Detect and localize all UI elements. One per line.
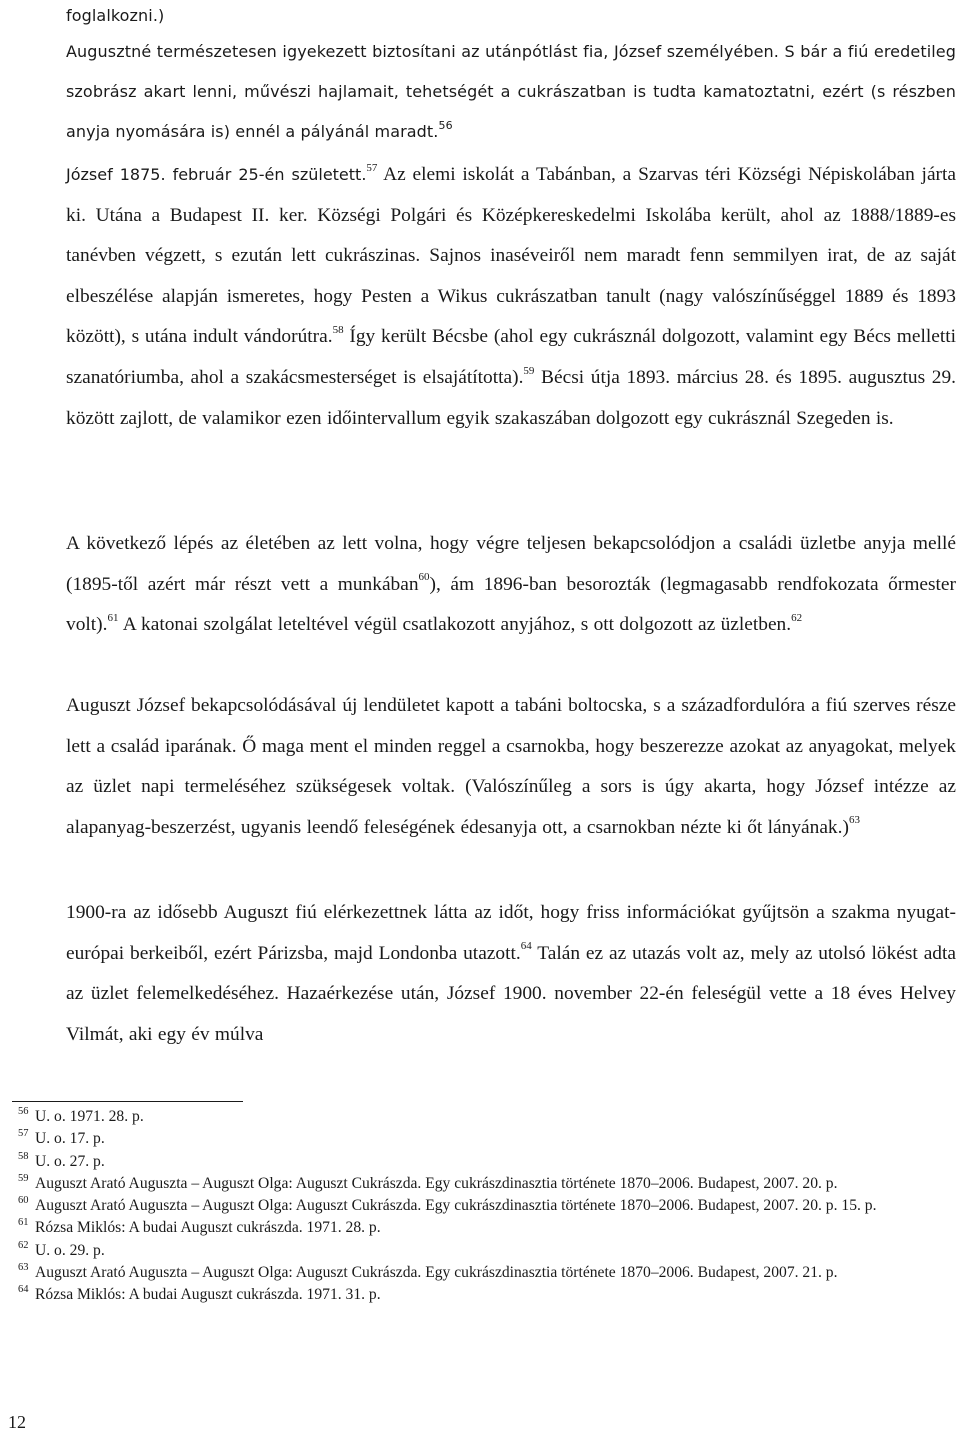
footnote-item — [12, 1151, 958, 1173]
footnote-text: U. o. 29. p. — [35, 1241, 105, 1259]
paragraph-continuation — [66, 0, 956, 36]
paragraph-text: Sajnos inaséveiről nem maradt fenn semmilyen irat, de az saját elbeszélése alapján ismeretes, hogy Pesten a Wikus cukrászatban tanult (nagy valószínűséggel 1889 és 1893 között), s utána indult vándorútra. — [66, 245, 956, 348]
footnote-ref[interactable]: 62 — [791, 611, 803, 624]
footnote-text: Auguszt Arató Auguszta – Auguszt Olga: Auguszt Cukrászda. Egy cukrászdinasztia története 1870–2006. Budapest, 2007. 20. p. — [35, 1174, 838, 1192]
paragraph-1 — [66, 32, 956, 152]
footnote-number: 61 — [18, 1217, 29, 1229]
footnote-item — [12, 1284, 958, 1306]
footnote-number: 62 — [18, 1239, 29, 1251]
footnote-item — [12, 1217, 958, 1239]
paragraph-text: Bécsi útja 1893. március 28. és 1895. augusztus 29. között zajlott, de valamikor ezen időintervallum egyik szakaszában dolgozott egy cukrásznál Szegeden is. — [66, 366, 956, 429]
paragraph-text: Auguszt József bekapcsolódásával új lendületet kapott a tabáni boltocska, s a századfordulóra a fiú szerves része lett a család iparának. Ő maga ment el minden reggel a csarnokba, hogy beszerezze azokat az anyagokat, melyek az üzlet napi termeléséhez szükségesek voltak. (Valószínűleg a sors is úgy akarta, hogy József intézze az alapanyag-beszerzést, ugyanis leendő feleségének édesanyja ott, a csarnokban nézte ki őt lányának.) — [66, 695, 956, 838]
footnote-text: Auguszt Arató Auguszta – Auguszt Olga: Auguszt Cukrászda. Egy cukrászdinasztia története 1870–2006. Budapest, 2007. 21. p. — [35, 1264, 838, 1282]
footnote-text: U. o. 1971. 28. p. — [35, 1108, 144, 1125]
footnote-number: 59 — [18, 1172, 29, 1184]
footnote-number: 56 — [18, 1106, 29, 1117]
paragraph-text: Augusztné természetesen igyekezett biztosítani az utánpótlást fia, József személyében. S bár a fiú eredetileg szobrász akart lenni, művészi hajlamait, tehetségét a cukrászatban is tudta kamatoztatni, ezért (s részben anyja nyomására is) ennél a pályánál maradt. — [66, 42, 956, 141]
footnote-text: U. o. 17. p. — [35, 1130, 105, 1148]
paragraph-text: A katonai szolgálat leteltével végül csatlakozott anyjához, s ott dolgozott az üzletben. — [118, 614, 792, 636]
paragraph-text: Talán ez az utazás volt az, mely az utolsó lökést adta az üzlet felemelkedéséhez. Hazaérkezése után, József 1900. november 22-én feleségül vette a 18 éves Helvey Vilmát, aki egy év múlva — [66, 942, 956, 1045]
footnote-item — [12, 1195, 958, 1217]
paragraph-text: József 1875. február 25-én született. — [66, 165, 367, 184]
footnote-list — [12, 1106, 958, 1307]
paragraph-3 — [66, 524, 956, 646]
paragraph-text: foglalkozni.) — [66, 6, 165, 25]
footnote-ref[interactable]: 64 — [520, 940, 532, 953]
paragraph-5 — [66, 893, 956, 1055]
footnote-ref[interactable]: 58 — [332, 323, 344, 336]
footnote-number: 64 — [18, 1284, 29, 1296]
footnote-ref[interactable]: 60 — [418, 571, 430, 584]
footnote-ref[interactable]: 61 — [107, 611, 119, 624]
footnote-item — [12, 1240, 958, 1262]
paragraph-text: A következő lépés az életében az lett volna, hogy végre teljesen bekapcsolódjon a családi üzletbe anyja mellé (1895-től azért már részt vett a munkában — [66, 533, 956, 595]
footnote-item — [12, 1173, 958, 1195]
footnote-text: Rózsa Miklós: A budai Auguszt cukrászda. 1971. 28. p. — [35, 1219, 381, 1237]
footnote-ref[interactable]: 56 — [438, 118, 453, 132]
footnote-ref[interactable]: 59 — [523, 364, 535, 377]
footnote-text: Rózsa Miklós: A budai Auguszt cukrászda. 1971. 31. p. — [35, 1286, 381, 1304]
paragraph-text: Így került Bécsbe (ahol egy cukrásznál dolgozott, valamint egy Bécs melletti szanatóriumba, ahol a szakácsmesterséget is elsajátította). — [66, 326, 956, 388]
page-number: 12 — [8, 1412, 26, 1432]
footnote-number: 57 — [18, 1128, 29, 1140]
footnote-item — [12, 1128, 958, 1150]
footnote-ref[interactable]: 63 — [848, 814, 860, 827]
paragraph-4 — [66, 686, 956, 848]
footnote-ref[interactable]: 57 — [366, 161, 378, 174]
footnote-separator — [12, 1101, 243, 1102]
footnote-text: U. o. 27. p. — [35, 1152, 105, 1170]
footnote-number: 63 — [18, 1262, 29, 1274]
footnote-item — [12, 1262, 958, 1284]
paragraph-text: 1900-ra az idősebb Auguszt fiú elérkezettnek látta az időt, hogy friss információkat gyűjtsön a szakma nyugat-európai berkeiből, ezért Párizsba, majd Londonba utazott. — [66, 902, 956, 964]
footnote-item — [12, 1106, 958, 1128]
paragraph-2 — [66, 155, 956, 439]
footnote-number: 58 — [18, 1150, 29, 1162]
paragraph-text: ), ám 1896-ban besorozták (legmagasabb rendfokozata őrmester volt). — [66, 573, 956, 636]
footnote-text: Auguszt Arató Auguszta – Auguszt Olga: Auguszt Cukrászda. Egy cukrászdinasztia története 1870–2006. Budapest, 2007. 20. p. 15. p. — [35, 1197, 877, 1215]
paragraph-text: Az elemi iskolát a Tabánban, a Szarvas téri Községi Népiskolában járta ki. Utána a Budapest II. ker. Községi Polgári és Középkereskedelmi Iskolába került, ahol az 1888/1889-es tanévben végzett, s ezután lett cukrászinas. — [66, 164, 957, 267]
footnote-number: 60 — [18, 1195, 29, 1207]
